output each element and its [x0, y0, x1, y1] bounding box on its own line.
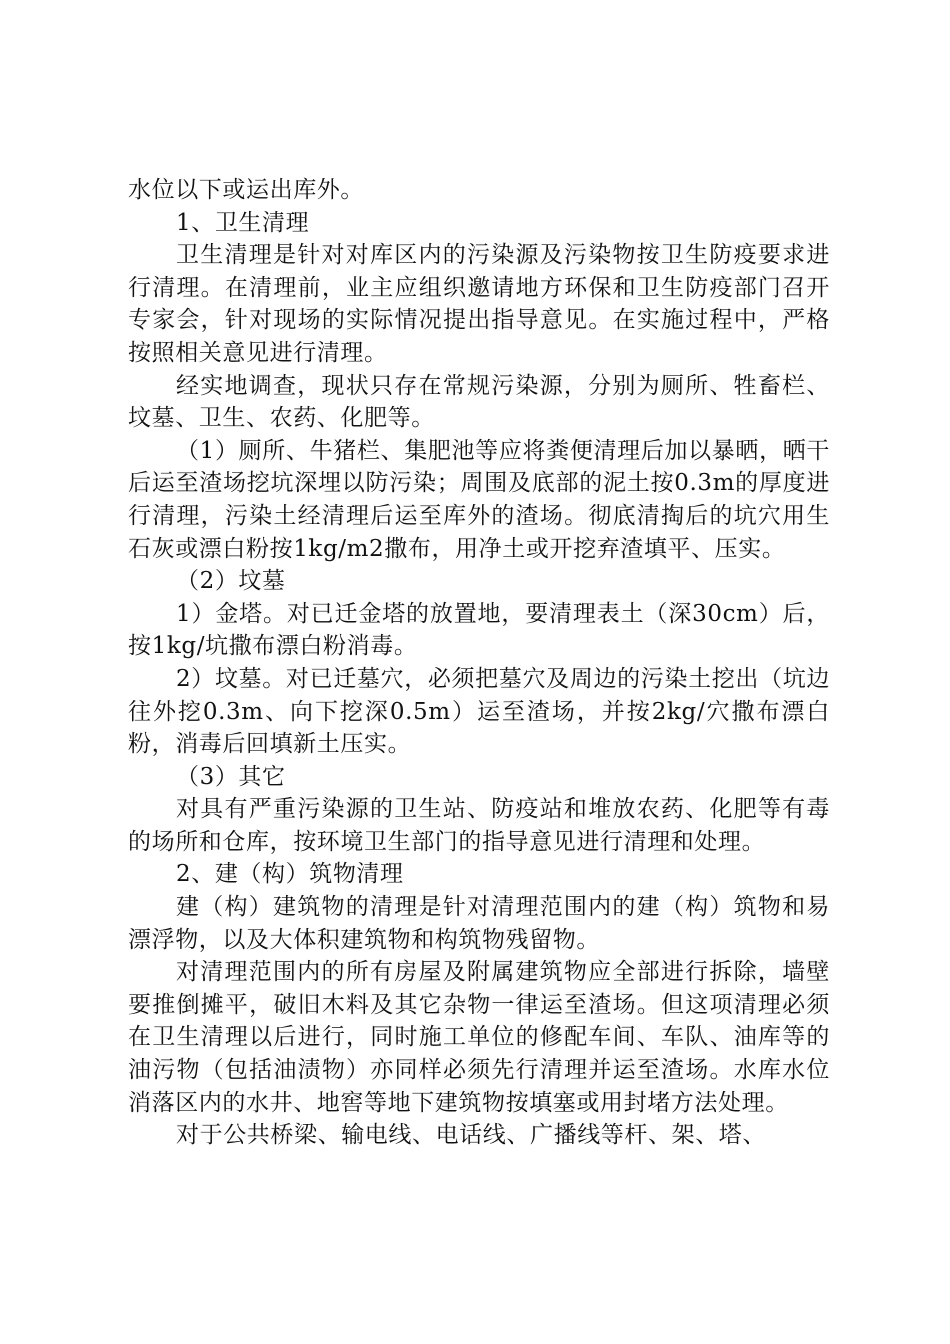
paragraph-survey: 经实地调查，现状只存在常规污染源，分别为厕所、牲畜栏、坟墓、卫生、农药、化肥等。 — [128, 372, 830, 432]
section-heading-buildings: 2、建（构）筑物清理 — [176, 861, 404, 888]
paragraph-other: 对具有严重污染源的卫生站、防疫站和堆放农药、化肥等有毒的场所和仓库，按环境卫生部门的指导意见进行清理和处理。 — [128, 796, 830, 855]
paragraph-buildings-intro: 建（构）建筑物的清理是针对清理范围内的建（构）筑物和易漂浮物，以及大体积建筑物和构筑物残留物。 — [128, 894, 830, 953]
subheading-other: （3）其它 — [176, 763, 286, 790]
paragraph-continuation: 水位以下或运出库外。 — [128, 177, 364, 203]
paragraph-graves: 2）坟墓。对已迁墓穴，必须把墓穴及周边的污染土挖出（坑边往外挖0.3m、向下挖深0.5m）运至渣场，并按2kg/穴撒布漂白粉，消毒后回填新土压实。 — [128, 665, 830, 758]
section-heading-sanitation: 1、卫生清理 — [176, 209, 310, 236]
paragraph-demolition: 对清理范围内的所有房屋及附属建筑物应全部进行拆除，墙壁要推倒摊平，破旧木料及其它杂物一律运至渣场。但这项清理必须在卫生清理以后进行，同时施工单位的修配车间、车队、油库等的油污物（包括油渍物）亦同样必须先行清理并运至渣场。水库水位消落区内的水井、地窖等地下建筑物按填塞或用封堵方法处理。 — [128, 959, 830, 1116]
paragraph-golden-urns: 1）金塔。对已迁金塔的放置地，要清理表土（深30cm）后，按1kg/坑撒布漂白粉消毒。 — [128, 600, 830, 660]
subheading-graves: （2）坟墓 — [176, 568, 286, 595]
paragraph-toilets: （1）厕所、牛猪栏、集肥池等应将粪便清理后加以暴晒，晒干后运至渣场挖坑深埋以防污染；周围及底部的泥土按0.3m的厚度进行清理，污染土经清理后运至库外的渣场。彻底清掏后的坑穴用生石灰或漂白粉按1kg/m2撒布，用净土或开挖弃渣填平、压实。 — [128, 437, 830, 562]
document-body — [128, 174, 830, 1152]
paragraph-public-facilities: 对于公共桥梁、输电线、电话线、广播线等杆、架、塔、 — [176, 1122, 766, 1149]
paragraph-sanitation-intro: 卫生清理是针对对库区内的污染源及污染物按卫生防疫要求进行清理。在清理前，业主应组织邀请地方环保和卫生防疫部门召开专家会，针对现场的实际情况提出指导意见。在实施过程中，严格按照相关意见进行清理。 — [128, 242, 830, 366]
